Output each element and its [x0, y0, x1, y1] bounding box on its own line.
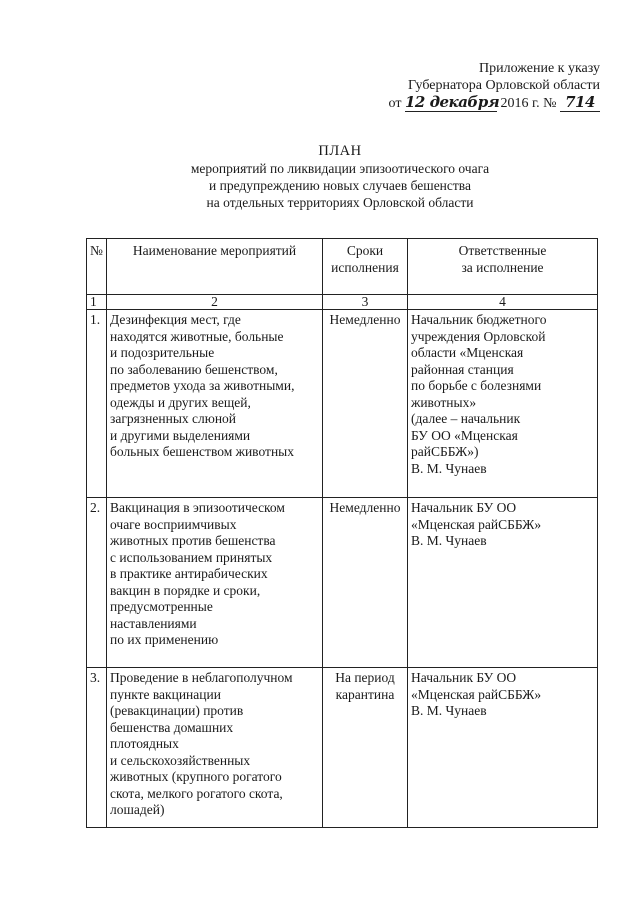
cell-line: находятся животные, больные — [110, 328, 284, 344]
cell-line: В. М. Чунаев — [411, 460, 487, 476]
cell-line: загрязненных слюной — [110, 411, 237, 426]
header-deadline — [323, 239, 408, 295]
table-row — [87, 668, 598, 828]
order-reference — [300, 94, 600, 114]
table-row — [87, 498, 598, 668]
measure-name-cell — [107, 310, 323, 498]
header-measure-name — [107, 239, 323, 295]
row-number: 1. — [87, 310, 107, 498]
deadline-cell — [323, 310, 408, 498]
measure-name-cell — [107, 668, 323, 828]
plan-title: ПЛАН — [318, 143, 362, 159]
cell-line: райСББЖ») — [411, 444, 479, 459]
cell-line: Начальник БУ ОО — [411, 500, 517, 515]
cell-line: (ревакцинации) против — [110, 703, 244, 718]
cell-line: скота, мелкого рогатого скота, — [110, 785, 283, 801]
cell-line: На период — [335, 670, 395, 685]
cell-line: «Мценская райСББЖ» — [411, 516, 542, 532]
cell-line: В. М. Чунаев — [411, 533, 487, 548]
cell-line: и другими выделениями — [110, 427, 251, 443]
cell-line: больных бешенством животных — [110, 444, 294, 459]
cell-line: животных» — [411, 394, 477, 410]
cell-line: Начальник бюджетного — [411, 312, 547, 327]
row-number: 2. — [87, 498, 107, 668]
column-index: 2 — [107, 295, 323, 310]
cell-line: по борьбе с болезнями — [411, 378, 542, 393]
header-line: Ответственные — [458, 243, 547, 258]
appendix-title: Приложение к указу — [479, 61, 600, 76]
cell-line: и подозрительные — [110, 345, 215, 360]
cell-line: вакцин в порядке и сроки, — [110, 582, 261, 598]
cell-line: животных (крупного рогатого — [110, 769, 282, 784]
cell-line: бешенства домашних — [110, 719, 234, 735]
header-line: исполнения — [331, 259, 399, 275]
column-index-row — [87, 295, 598, 310]
cell-line: БУ ОО «Мценская — [411, 427, 518, 443]
plan-table — [86, 238, 598, 828]
cell-line: пункте вакцинации — [110, 686, 221, 702]
cell-line: в практике антирабических — [110, 566, 268, 581]
cell-line: «Мценская райСББЖ» — [411, 686, 542, 702]
order-number-handwritten: 714 — [560, 94, 600, 112]
cell-line: предусмотренные — [110, 599, 213, 614]
appendix-block — [300, 60, 600, 114]
table-row — [87, 310, 598, 498]
cell-line: предметов ухода за животными, — [110, 378, 295, 393]
column-index: 4 — [408, 295, 598, 310]
cell-line: Дезинфекция мест, где — [110, 312, 241, 327]
row-number: 3. — [87, 668, 107, 828]
cell-line: учреждения Орловской — [411, 328, 546, 344]
plan-subtitle-line: на отдельных территориях Орловской области — [206, 195, 474, 210]
cell-line: лошадей) — [110, 802, 165, 817]
measure-name-cell — [107, 498, 323, 668]
responsible-cell — [408, 668, 598, 828]
plan-subtitle-line: мероприятий по ликвидации эпизоотического очага — [190, 161, 490, 176]
cell-line: очаге восприимчивых — [110, 516, 237, 532]
cell-line: Начальник БУ ОО — [411, 670, 517, 685]
deadline-cell — [323, 498, 408, 668]
order-date-handwritten: 12 декабря — [404, 93, 500, 111]
cell-line: одежды и других вещей, — [110, 394, 251, 410]
plan-subtitle-line: и предупреждению новых случаев бешенства — [209, 178, 471, 193]
header-number — [87, 239, 107, 295]
cell-line: Немедленно — [329, 312, 401, 327]
cell-line: районная станция — [411, 361, 514, 377]
cell-line: и сельскохозяйственных — [110, 752, 251, 768]
table-header-row — [87, 239, 598, 295]
order-year: 2016 г. № — [500, 96, 557, 111]
header-line: за исполнение — [461, 259, 544, 275]
responsible-cell — [408, 310, 598, 498]
header-line: Наименование мероприятий — [132, 243, 297, 258]
header-line: № — [90, 243, 103, 258]
responsible-cell — [408, 498, 598, 668]
cell-line: (далее – начальник — [411, 411, 521, 426]
plan-heading — [80, 143, 600, 211]
cell-line: по заболеванию бешенством, — [110, 361, 278, 377]
cell-line: области «Мценская — [411, 345, 524, 360]
cell-line: плотоядных — [110, 736, 179, 751]
cell-line: с использованием принятых — [110, 549, 273, 565]
cell-line: В. М. Чунаев — [411, 703, 487, 718]
cell-line: Вакцинация в эпизоотическом — [110, 500, 285, 515]
cell-line: наставлениями — [110, 615, 197, 631]
header-responsible — [408, 239, 598, 295]
cell-line: по их применению — [110, 632, 219, 647]
cell-line: животных против бешенства — [110, 533, 276, 548]
column-index: 1 — [87, 295, 107, 310]
cell-line: Проведение в неблагополучном — [110, 670, 293, 685]
appendix-issuer: Губернатора Орловской области — [407, 78, 600, 93]
column-index: 3 — [323, 295, 408, 310]
header-line: Сроки — [346, 243, 384, 258]
cell-line: карантина — [335, 686, 395, 702]
order-prefix: от — [388, 96, 402, 111]
deadline-cell — [323, 668, 408, 828]
cell-line: Немедленно — [329, 500, 401, 515]
